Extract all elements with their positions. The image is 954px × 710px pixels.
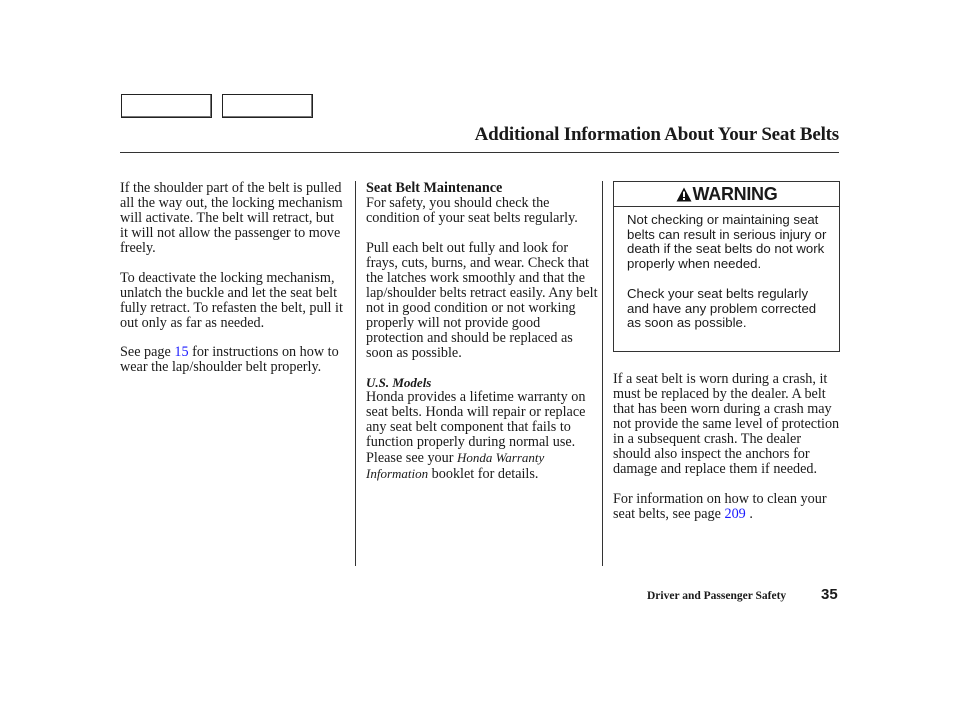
column-right (613, 372, 841, 536)
column-middle (366, 181, 598, 497)
us-models-heading: U.S. Models (366, 375, 432, 390)
page-209-link[interactable]: 209 (724, 505, 746, 522)
clean-text-before: For information on how to clean your seat belts, see page (613, 490, 827, 522)
warning-header (614, 182, 839, 207)
page-title: Additional Information About Your Seat Belts (474, 124, 839, 145)
footer-section-title: Driver and Passenger Safety (647, 590, 787, 602)
warning-label: WARNING (692, 184, 778, 204)
maintenance-section (366, 181, 598, 226)
see-page-text-before: See page (120, 344, 175, 360)
warning-paragraph-2: Check your seat belts regularly and have any problem corrected as soon as possible. (627, 285, 817, 331)
warning-paragraph-1: Not checking or maintaining seat belts can result in serious injury or death if the seat belts do not work properly when needed. (627, 212, 827, 272)
paragraph-inspect-belts: Pull each belt out fully and look for frays, cuts, burns, and wear. Check that the latches work smoothly and that the lap/shoulder belts retract easily. Any belt not in good condition or not working properly will not provide good protection and should be replaced as soon as possible. (366, 239, 598, 361)
footer-page-number: 35 (821, 586, 838, 603)
us-models-section (366, 375, 598, 482)
warning-body (614, 207, 839, 331)
warranty-booklet-title: Honda Warranty Information (366, 450, 545, 481)
clean-text-after: . (745, 505, 753, 522)
title-rule (120, 152, 839, 153)
nav-button-left[interactable] (121, 94, 212, 118)
column-divider-2 (602, 181, 603, 566)
column-left (120, 181, 344, 390)
warranty-text-before: Honda provides a lifetime warranty on seat belts. Honda will repair or replace any seat belt component that fails to function properly during normal use. Please see your (366, 389, 586, 466)
warranty-text-after: booklet for details. (428, 466, 539, 482)
nav-button-right[interactable] (222, 94, 313, 118)
paragraph-see-page (120, 345, 344, 375)
maintenance-heading: Seat Belt Maintenance (366, 180, 503, 196)
paragraph-locking-mechanism: If the shoulder part of the belt is pulled all the way out, the locking mechanism will activate. The belt will retract, but it will not allow the passenger to move freely. (120, 180, 343, 256)
paragraph-deactivate: To deactivate the locking mechanism, unlatch the buckle and let the seat belt fully retract. To refasten the belt, pull it out only as far as needed. (120, 269, 343, 331)
column-divider-1 (355, 181, 356, 566)
page-15-link[interactable]: 15 (174, 344, 189, 360)
warning-box (613, 181, 840, 352)
warning-triangle-icon (676, 187, 692, 202)
paragraph-safety-check: For safety, you should check the condition of your seat belts regularly. (366, 195, 578, 226)
see-page-text-after: for instructions on how to wear the lap/shoulder belt properly. (120, 344, 339, 375)
paragraph-clean-belts (613, 492, 841, 522)
paragraph-replace-after-crash: If a seat belt is worn during a crash, it must be replaced by the dealer. A belt that has been worn during a crash may not provide the same level of protection in a subsequent crash. The dealer should also inspect the anchors for damage and replace them if needed. (613, 371, 840, 477)
